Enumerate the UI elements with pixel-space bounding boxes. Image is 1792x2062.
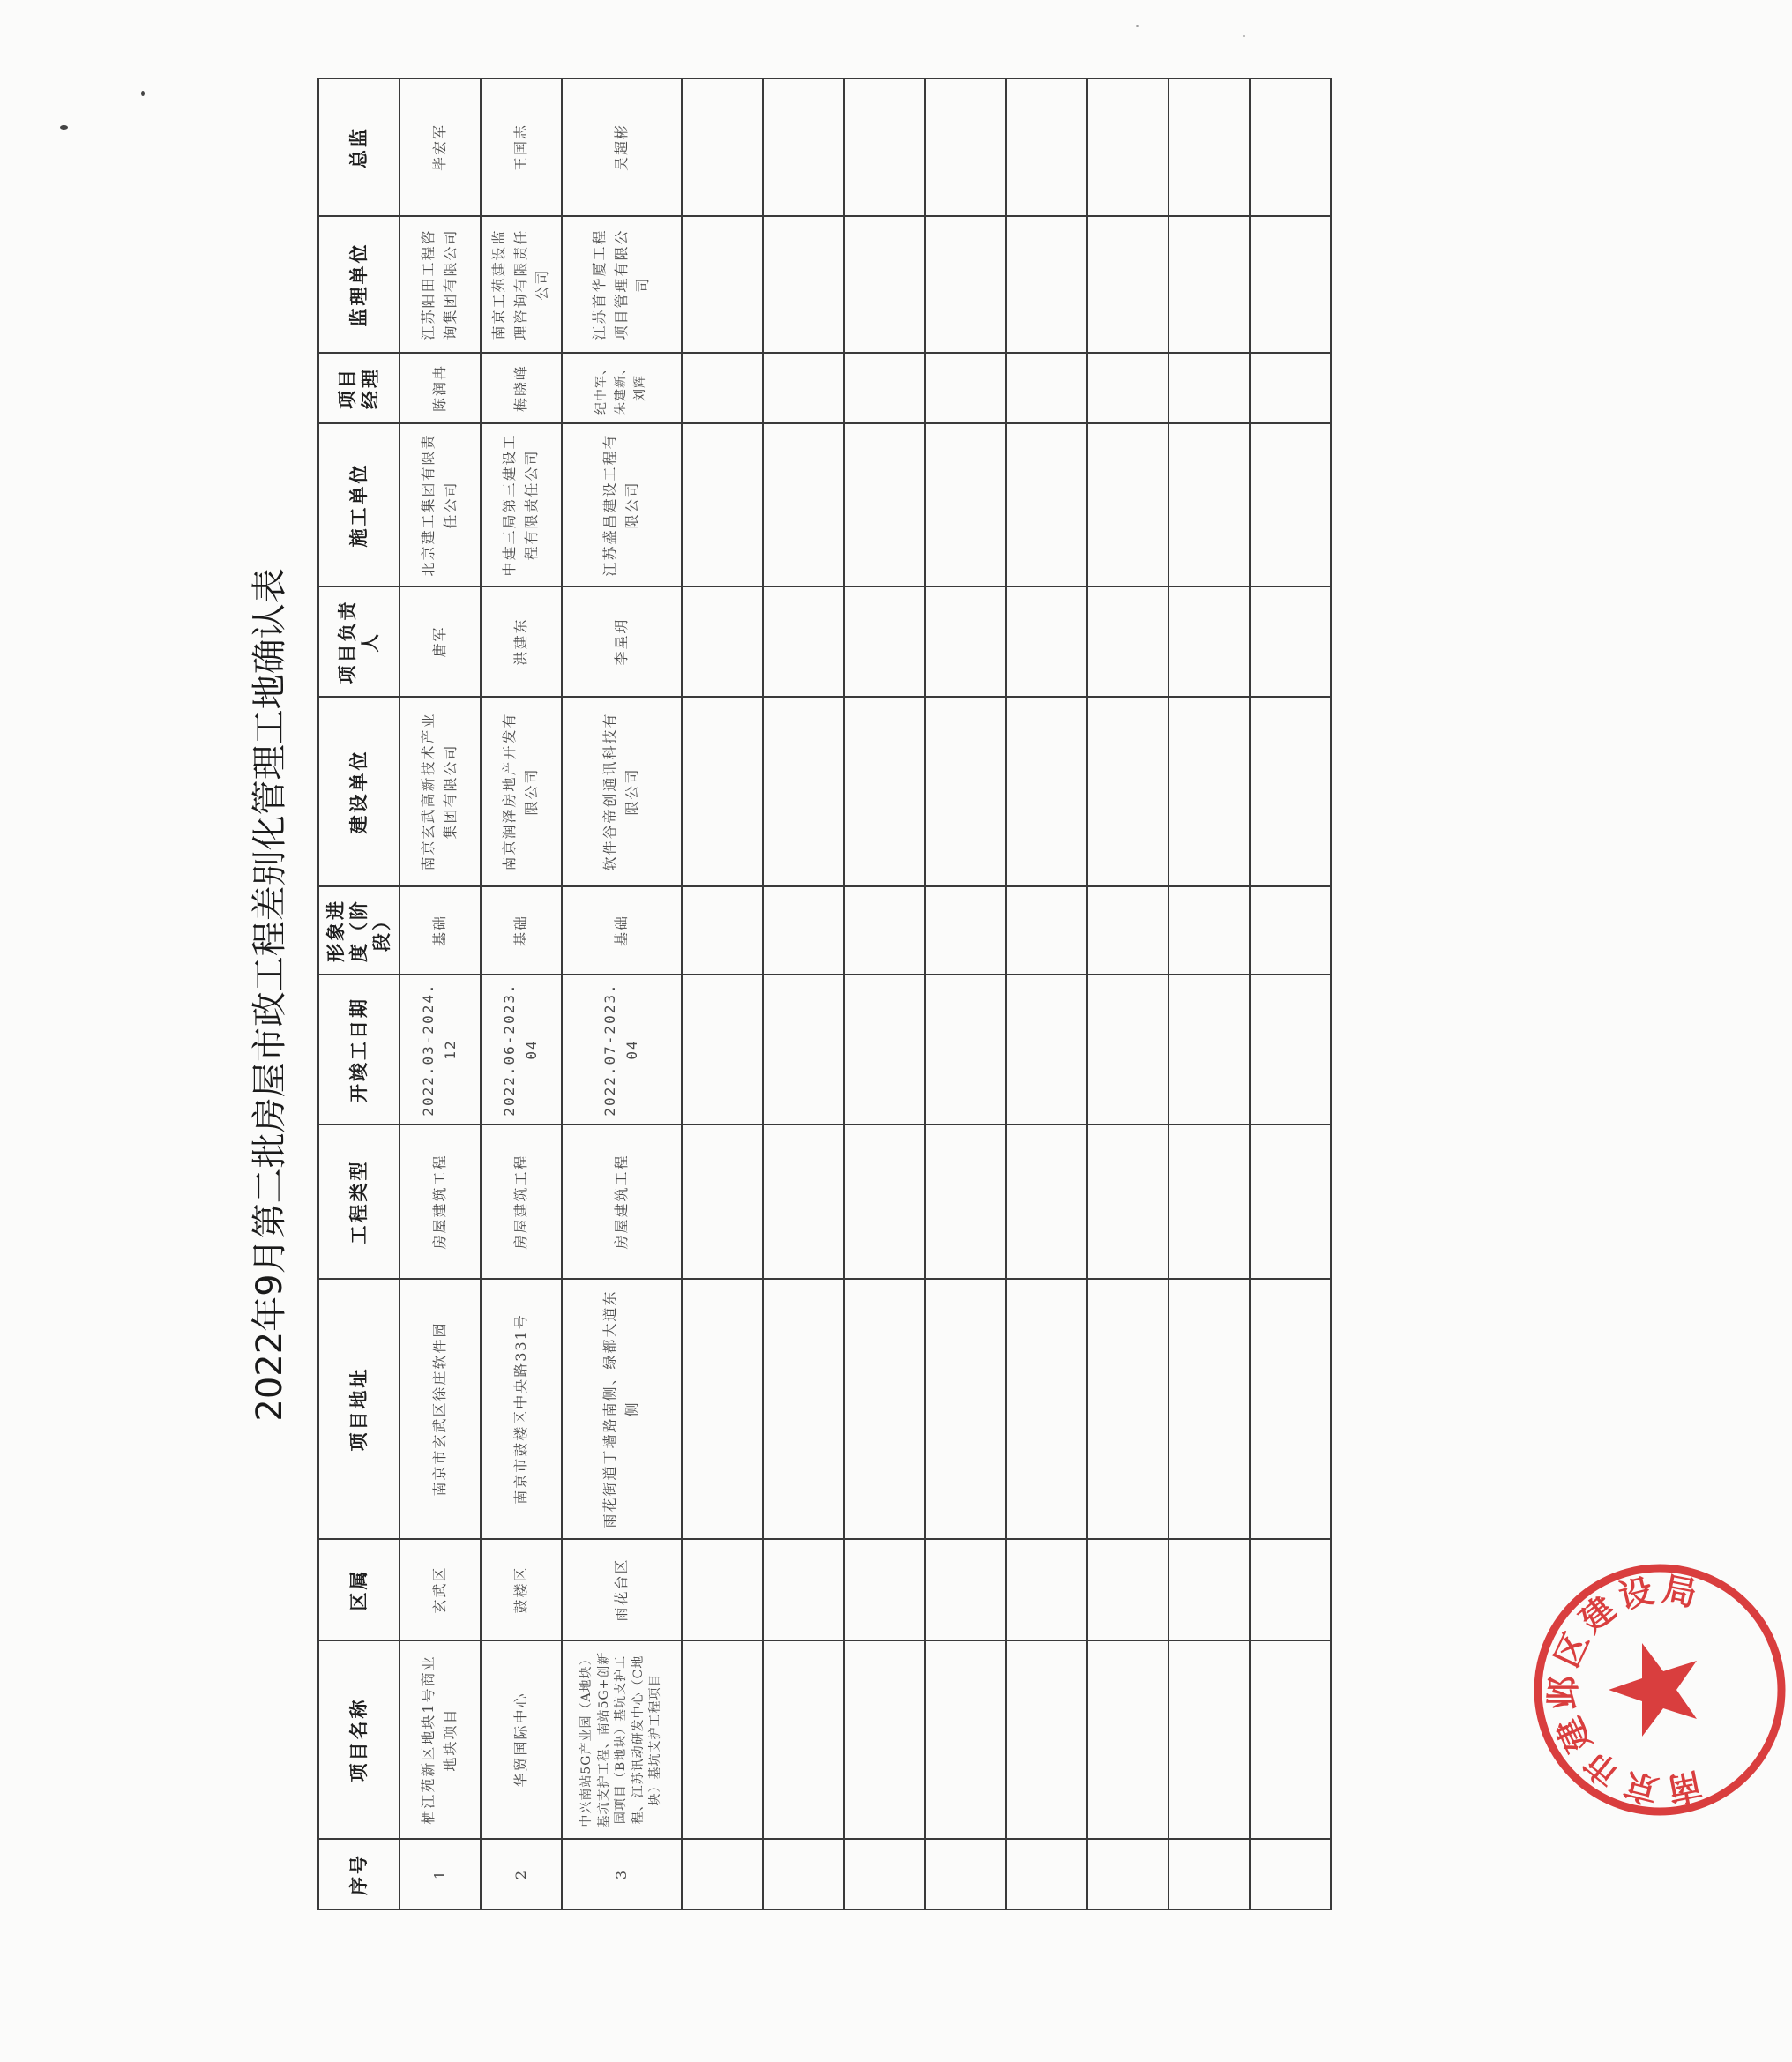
district: 玄武区 [399, 1539, 481, 1640]
empty-cell [844, 697, 925, 886]
empty-cell [925, 697, 1006, 886]
seal-star-icon [1609, 1643, 1697, 1737]
project-name: 华贸国际中心 [481, 1640, 562, 1839]
header-cell: 区属 [318, 1539, 399, 1640]
rotated-document [238, 79, 1706, 1910]
empty-cell [763, 216, 844, 353]
empty-cell [682, 1124, 763, 1279]
header-cell: 序号 [318, 1839, 399, 1909]
scan-speck [60, 125, 68, 130]
header-cell: 总监 [318, 78, 399, 216]
project-type: 房屋建筑工程 [399, 1124, 481, 1279]
empty-cell [925, 78, 1006, 216]
document-title: 2022年9月第二批房屋市政工程差别化管理工地确认表 [250, 568, 290, 1422]
empty-cell [763, 975, 844, 1124]
empty-cell [925, 1124, 1006, 1279]
header-cell: 开竣工日期 [318, 975, 399, 1124]
empty-cell [763, 1124, 844, 1279]
empty-cell [925, 423, 1006, 586]
official-seal [1527, 1558, 1792, 1822]
supervision-unit: 江苏首华厦工程项目管理有限公司 [562, 216, 682, 353]
empty-cell [844, 353, 925, 423]
empty-cell [1006, 78, 1087, 216]
district: 雨花台区 [562, 1539, 682, 1640]
empty-cell [763, 423, 844, 586]
empty-cell [1169, 886, 1250, 975]
header-cell: 项目经理 [318, 353, 399, 423]
empty-row [844, 78, 925, 1909]
owner-unit: 软件谷帝创通讯科技有限公司 [562, 697, 682, 886]
empty-row [682, 78, 763, 1909]
empty-row [1087, 78, 1169, 1909]
empty-cell [1250, 78, 1331, 216]
empty-cell [1006, 1124, 1087, 1279]
empty-cell [682, 423, 763, 586]
empty-cell [763, 78, 844, 216]
empty-cell [1087, 353, 1169, 423]
table-row [562, 78, 682, 1909]
header-cell: 工程类型 [318, 1124, 399, 1279]
header-row [318, 78, 399, 1909]
empty-cell [1169, 1539, 1250, 1640]
empty-cell [1169, 975, 1250, 1124]
chief-supervisor: 王国志 [481, 78, 562, 216]
owner-person: 洪建东 [481, 586, 562, 697]
empty-cell [1087, 697, 1169, 886]
district: 鼓楼区 [481, 1539, 562, 1640]
empty-cell [1250, 216, 1331, 353]
scan-speck [1136, 25, 1139, 27]
empty-cell [1006, 886, 1087, 975]
empty-cell [763, 697, 844, 886]
empty-cell [1250, 586, 1331, 697]
empty-cell [763, 1640, 844, 1839]
empty-cell [763, 886, 844, 975]
header-cell: 项目地址 [318, 1279, 399, 1539]
chief-supervisor: 毕宏军 [399, 78, 481, 216]
empty-cell [1169, 78, 1250, 216]
empty-cell [1087, 1640, 1169, 1839]
empty-cell [1087, 1124, 1169, 1279]
empty-cell [763, 1539, 844, 1640]
empty-cell [682, 886, 763, 975]
owner-unit: 南京润泽房地产开发有限公司 [481, 697, 562, 886]
empty-cell [844, 1539, 925, 1640]
chief-supervisor: 吴超彬 [562, 78, 682, 216]
empty-cell [1250, 1124, 1331, 1279]
start-end-dates: 2022.06-2023.04 [481, 975, 562, 1124]
empty-cell [844, 1839, 925, 1909]
empty-cell [925, 1839, 1006, 1909]
empty-cell [1006, 975, 1087, 1124]
empty-cell [1087, 886, 1169, 975]
empty-row [1169, 78, 1250, 1909]
empty-cell [682, 1640, 763, 1839]
construction-unit: 江苏盛昌建设工程有限公司 [562, 423, 682, 586]
empty-cell [1006, 1279, 1087, 1539]
project-name: 栖江苑新区地块1号商业地块项目 [399, 1640, 481, 1839]
empty-cell [1250, 423, 1331, 586]
empty-cell [1169, 353, 1250, 423]
empty-cell [1006, 353, 1087, 423]
empty-cell [1006, 1539, 1087, 1640]
supervision-unit: 南京工苑建设监理咨询有限责任公司 [481, 216, 562, 353]
empty-cell [844, 975, 925, 1124]
empty-cell [925, 886, 1006, 975]
empty-cell [1169, 1640, 1250, 1839]
empty-cell [1169, 1279, 1250, 1539]
project-type: 房屋建筑工程 [562, 1124, 682, 1279]
empty-cell [1169, 697, 1250, 886]
empty-cell [763, 1839, 844, 1909]
project-manager: 纪中军、朱建新、刘辉 [562, 353, 682, 423]
row-number: 3 [562, 1839, 682, 1909]
empty-row [763, 78, 844, 1909]
empty-cell [1250, 353, 1331, 423]
empty-cell [844, 216, 925, 353]
project-address: 南京市鼓楼区中央路331号 [481, 1279, 562, 1539]
empty-cell [1250, 1640, 1331, 1839]
start-end-dates: 2022.03-2024.12 [399, 975, 481, 1124]
progress-stage: 基础 [562, 886, 682, 975]
construction-unit: 北京建工集团有限责任公司 [399, 423, 481, 586]
svg-text:南京市建邺区建设局 [1544, 1569, 1706, 1810]
empty-cell [1250, 697, 1331, 886]
empty-cell [844, 886, 925, 975]
table-row [481, 78, 562, 1909]
empty-cell [682, 697, 763, 886]
empty-cell [1006, 697, 1087, 886]
row-number: 2 [481, 1839, 562, 1909]
empty-cell [1169, 1124, 1250, 1279]
owner-person: 李星玥 [562, 586, 682, 697]
header-cell: 监理单位 [318, 216, 399, 353]
empty-cell [925, 975, 1006, 1124]
project-type: 房屋建筑工程 [481, 1124, 562, 1279]
scan-speck [1243, 35, 1245, 37]
empty-cell [682, 1839, 763, 1909]
empty-cell [763, 353, 844, 423]
owner-unit: 南京玄武高新技术产业集团有限公司 [399, 697, 481, 886]
empty-cell [844, 1124, 925, 1279]
empty-cell [1087, 975, 1169, 1124]
header-cell: 施工单位 [318, 423, 399, 586]
empty-cell [1006, 423, 1087, 586]
empty-cell [1087, 1839, 1169, 1909]
empty-cell [1087, 78, 1169, 216]
empty-cell [763, 586, 844, 697]
header-cell: 建设单位 [318, 697, 399, 886]
construction-unit: 中建三局第三建设工程有限责任公司 [481, 423, 562, 586]
supervision-unit: 江苏阳田工程咨询集团有限公司 [399, 216, 481, 353]
header-cell: 项目名称 [318, 1640, 399, 1839]
empty-cell [925, 1279, 1006, 1539]
empty-cell [763, 1279, 844, 1539]
owner-person: 唐军 [399, 586, 481, 697]
empty-rows [682, 78, 1331, 1909]
empty-cell [1169, 216, 1250, 353]
empty-cell [682, 353, 763, 423]
empty-cell [844, 78, 925, 216]
project-address: 雨花街道丁墙路南侧、绿都大道东侧 [562, 1279, 682, 1539]
empty-cell [682, 216, 763, 353]
empty-cell [925, 1640, 1006, 1839]
empty-cell [925, 353, 1006, 423]
empty-cell [1087, 586, 1169, 697]
empty-cell [925, 216, 1006, 353]
empty-cell [1250, 975, 1331, 1124]
progress-stage: 基础 [481, 886, 562, 975]
empty-cell [1250, 1839, 1331, 1909]
empty-cell [682, 78, 763, 216]
empty-row [1006, 78, 1087, 1909]
header-cell: 项目负责人 [318, 586, 399, 697]
empty-cell [682, 586, 763, 697]
empty-cell [1169, 1839, 1250, 1909]
empty-cell [1169, 423, 1250, 586]
empty-cell [844, 586, 925, 697]
empty-cell [682, 1539, 763, 1640]
empty-cell [682, 1279, 763, 1539]
header-cell: 形象进度（阶段） [318, 886, 399, 975]
empty-cell [1087, 423, 1169, 586]
empty-cell [1250, 886, 1331, 975]
empty-cell [844, 1279, 925, 1539]
project-name: 中兴南站5G产业园（A地块）基坑支护工程、南站5G+创新园项目（B地块）基坑支护工程、江苏讯动研发中心（C地块）基坑支护工程项目 [562, 1640, 682, 1839]
progress-stage: 基础 [399, 886, 481, 975]
empty-cell [844, 1640, 925, 1839]
row-number: 1 [399, 1839, 481, 1909]
empty-cell [844, 423, 925, 586]
empty-cell [1250, 1539, 1331, 1640]
empty-cell [1169, 586, 1250, 697]
confirmation-table [317, 78, 1332, 1910]
empty-cell [925, 1539, 1006, 1640]
empty-cell [1087, 216, 1169, 353]
empty-cell [925, 586, 1006, 697]
empty-cell [682, 975, 763, 1124]
project-manager: 陈润冉 [399, 353, 481, 423]
scan-speck [141, 91, 145, 96]
empty-cell [1006, 216, 1087, 353]
empty-cell [1087, 1279, 1169, 1539]
empty-cell [1087, 1539, 1169, 1640]
empty-cell [1006, 1839, 1087, 1909]
empty-cell [1250, 1279, 1331, 1539]
start-end-dates: 2022.07-2023.04 [562, 975, 682, 1124]
project-address: 南京市玄武区徐庄软件园 [399, 1279, 481, 1539]
empty-cell [1006, 1640, 1087, 1839]
seal-text: 南京市建邺区建设局 [1543, 1569, 1706, 1811]
empty-cell [1006, 586, 1087, 697]
empty-row [1250, 78, 1331, 1909]
table-row [399, 78, 481, 1909]
empty-row [925, 78, 1006, 1909]
project-manager: 梅晓峰 [481, 353, 562, 423]
